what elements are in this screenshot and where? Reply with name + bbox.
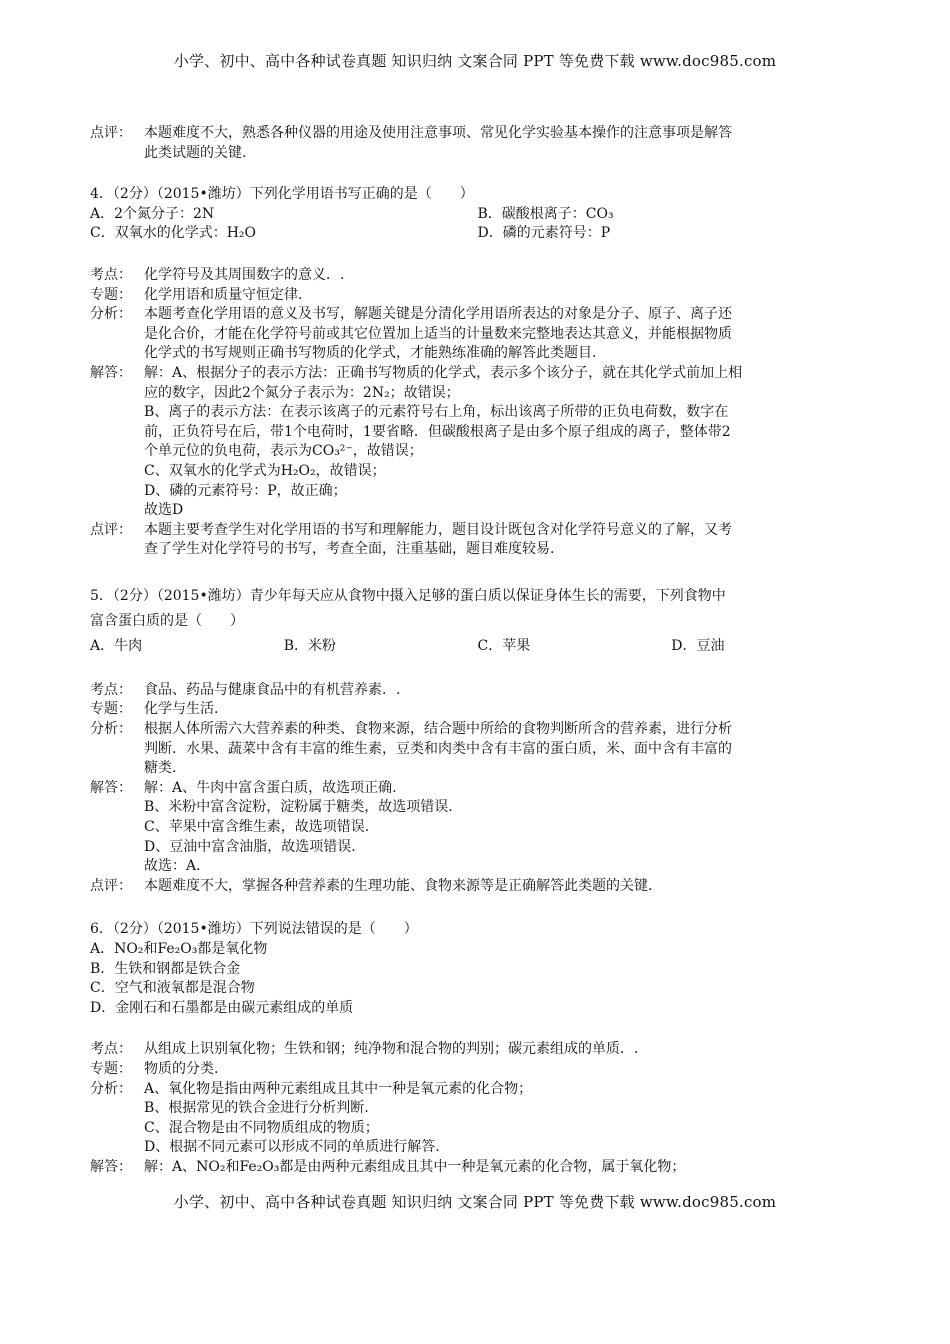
text-line: 个单元位的负电荷，表示为CO₃²⁻，故错误； — [144, 443, 423, 460]
document-body — [90, 124, 865, 1178]
text-line: 化学式的书写规则正确书写物质的化学式，才能熟练准确的解答此类题目. — [144, 345, 597, 362]
label: 解答： — [90, 364, 132, 381]
label: 专题： — [90, 1060, 132, 1077]
option-b: B．米粉 — [283, 637, 337, 654]
zhuanti-text: 化学用语和质量守恒定律. — [144, 286, 303, 303]
text-line: B、米粉中富含淀粉，淀粉属于糖类，故选项错误. — [144, 799, 453, 816]
text-line: 根据人体所需六大营养素的种类、食物来源，结合题中所给的食物判断所含的营养素，进行分析 — [144, 721, 732, 738]
prev-comment — [90, 124, 865, 163]
question-stem: 富含蛋白质的是（ ） — [90, 612, 244, 629]
text-line: 本题考查化学用语的意义及书写，解题关键是分清化学用语所表达的对象是分子、原子、离子还 — [144, 306, 732, 323]
text-line: 应的数字，因此2个氮分子表示为：2N₂；故错误； — [144, 384, 460, 401]
option-a: A．NO₂和Fe₂O₃都是氧化物 — [90, 941, 268, 957]
label: 解答： — [90, 1158, 132, 1175]
option-c: C．双氧水的化学式：H₂O — [90, 225, 257, 242]
option-b: B．碳酸根离子：CO₃ — [477, 205, 614, 222]
page-header: 小学、初中、高中各种试卷真题 知识归纳 文案合同 PPT 等免费下载 www.doc985.com — [173, 52, 777, 70]
option-b: B．生铁和钢都是铁合金 — [90, 960, 241, 977]
text-line: 故选D — [144, 502, 184, 519]
page-footer: 小学、初中、高中各种试卷真题 知识归纳 文案合同 PPT 等免费下载 www.doc985.com — [173, 1193, 777, 1211]
question-stem: 4．（2分）（2015•潍坊）下列化学用语书写正确的是（ ） — [90, 186, 474, 203]
option-a: A．2个氮分子：2N — [90, 205, 215, 222]
text-line: B、离子的表示方法：在表示该离子的元素符号右上角，标出该离子所带的正负电荷数，数字在 — [144, 404, 729, 421]
label: 点评： — [90, 877, 132, 894]
text-line: 是化合价，才能在化学符号前或其它位置加上适当的计量数来完整地表达其意义，并能根据物质 — [144, 325, 732, 342]
text-line: 本题难度不大，熟悉各种仪器的用途及使用注意事项、常见化学实验基本操作的注意事项是解答 — [144, 125, 732, 141]
option-d: D．金刚石和石墨都是由碳元素组成的单质 — [90, 999, 354, 1016]
text-line: 判断．水果、蔬菜中含有丰富的维生素，豆类和肉类中含有丰富的蛋白质，米、面中含有丰富的 — [144, 740, 732, 757]
option-d: D．磷的元素符号：P — [477, 225, 611, 242]
label: 考点： — [90, 266, 132, 283]
label: 解答： — [90, 779, 132, 796]
zhuanti-text: 物质的分类. — [144, 1060, 219, 1077]
text-line: D、根据不同元素可以形成不同的单质进行解答. — [144, 1139, 440, 1156]
text-line: 本题难度不大，掌握各种营养素的生理功能、食物来源等是正确解答此类题的关键. — [144, 877, 653, 894]
kaodian-text: 从组成上识别氧化物；生铁和钢；纯净物和混合物的判别；碳元素组成的单质．. — [144, 1041, 639, 1058]
question-5 — [90, 584, 865, 897]
text-line: 解：A、NO₂和Fe₂O₃都是由两种元素组成且其中一种是氧元素的化合物，属于氧化物； — [144, 1158, 686, 1175]
text-line: D、磷的元素符号：P，故正确； — [144, 482, 347, 499]
text-line: 解：A、牛肉中富含蛋白质，故选项正确. — [144, 779, 397, 796]
text-line: C、混合物是由不同物质组成的物质； — [144, 1119, 379, 1136]
text-line: A、氧化物是指由两种元素组成且其中一种是氧元素的化合物； — [144, 1080, 533, 1097]
question-stem: 6．（2分）（2015•潍坊）下列说法错误的是（ ） — [90, 921, 418, 938]
text-line: B、根据常见的铁合金进行分析判断. — [144, 1100, 369, 1117]
text-line: D、豆油中富含油脂，故选项错误. — [144, 838, 356, 855]
text-line: 本题主要考查学生对化学用语的书写和理解能力，题目设计既包含对化学符号意义的了解，又考 — [144, 521, 732, 538]
option-c: C．空气和液氧都是混合物 — [90, 980, 255, 997]
label: 专题： — [90, 701, 132, 718]
label: 点评： — [90, 125, 132, 141]
option-c: C．苹果 — [477, 637, 531, 654]
label: 专题： — [90, 286, 132, 303]
text-line: 故选：A. — [144, 858, 201, 875]
zhuanti-text: 化学与生活. — [144, 701, 219, 718]
text-line: C、双氧水的化学式为H₂O₂，故错误； — [144, 462, 386, 479]
text-line: 此类试题的关键. — [144, 144, 247, 161]
label: 分析： — [90, 1080, 132, 1097]
kaodian-text: 化学符号及其周围数字的意义．. — [144, 266, 345, 283]
label: 点评： — [90, 521, 132, 538]
question-4 — [90, 185, 865, 560]
text-line: 查了学生对化学符号的书写，考查全面，注重基础，题目难度较易. — [144, 541, 555, 558]
label: 分析： — [90, 721, 132, 738]
label: 考点： — [90, 1041, 132, 1058]
text-line: 解：A、根据分子的表示方法：正确书写物质的化学式，表示多个该分子，就在其化学式前加上相 — [144, 364, 743, 381]
text-line: 前，正负符号在后，带1个电荷时，1要省略．但碳酸根离子是由多个原子组成的离子，整体带2 — [144, 423, 731, 440]
question-stem: 5．（2分）（2015•潍坊）青少年每天应从食物中摄入足够的蛋白质以保证身体生长的需要，下列食物中 — [90, 587, 726, 604]
text-line: C、苹果中富含维生素，故选项错误. — [144, 819, 370, 836]
text-line: 糖类. — [144, 760, 177, 777]
option-a: A．牛肉 — [90, 637, 143, 654]
label: 考点： — [90, 681, 132, 698]
label: 分析： — [90, 306, 132, 323]
option-d: D．豆油 — [671, 637, 725, 654]
question-6 — [90, 920, 865, 1177]
kaodian-text: 食品、药品与健康食品中的有机营养素．. — [144, 681, 401, 698]
